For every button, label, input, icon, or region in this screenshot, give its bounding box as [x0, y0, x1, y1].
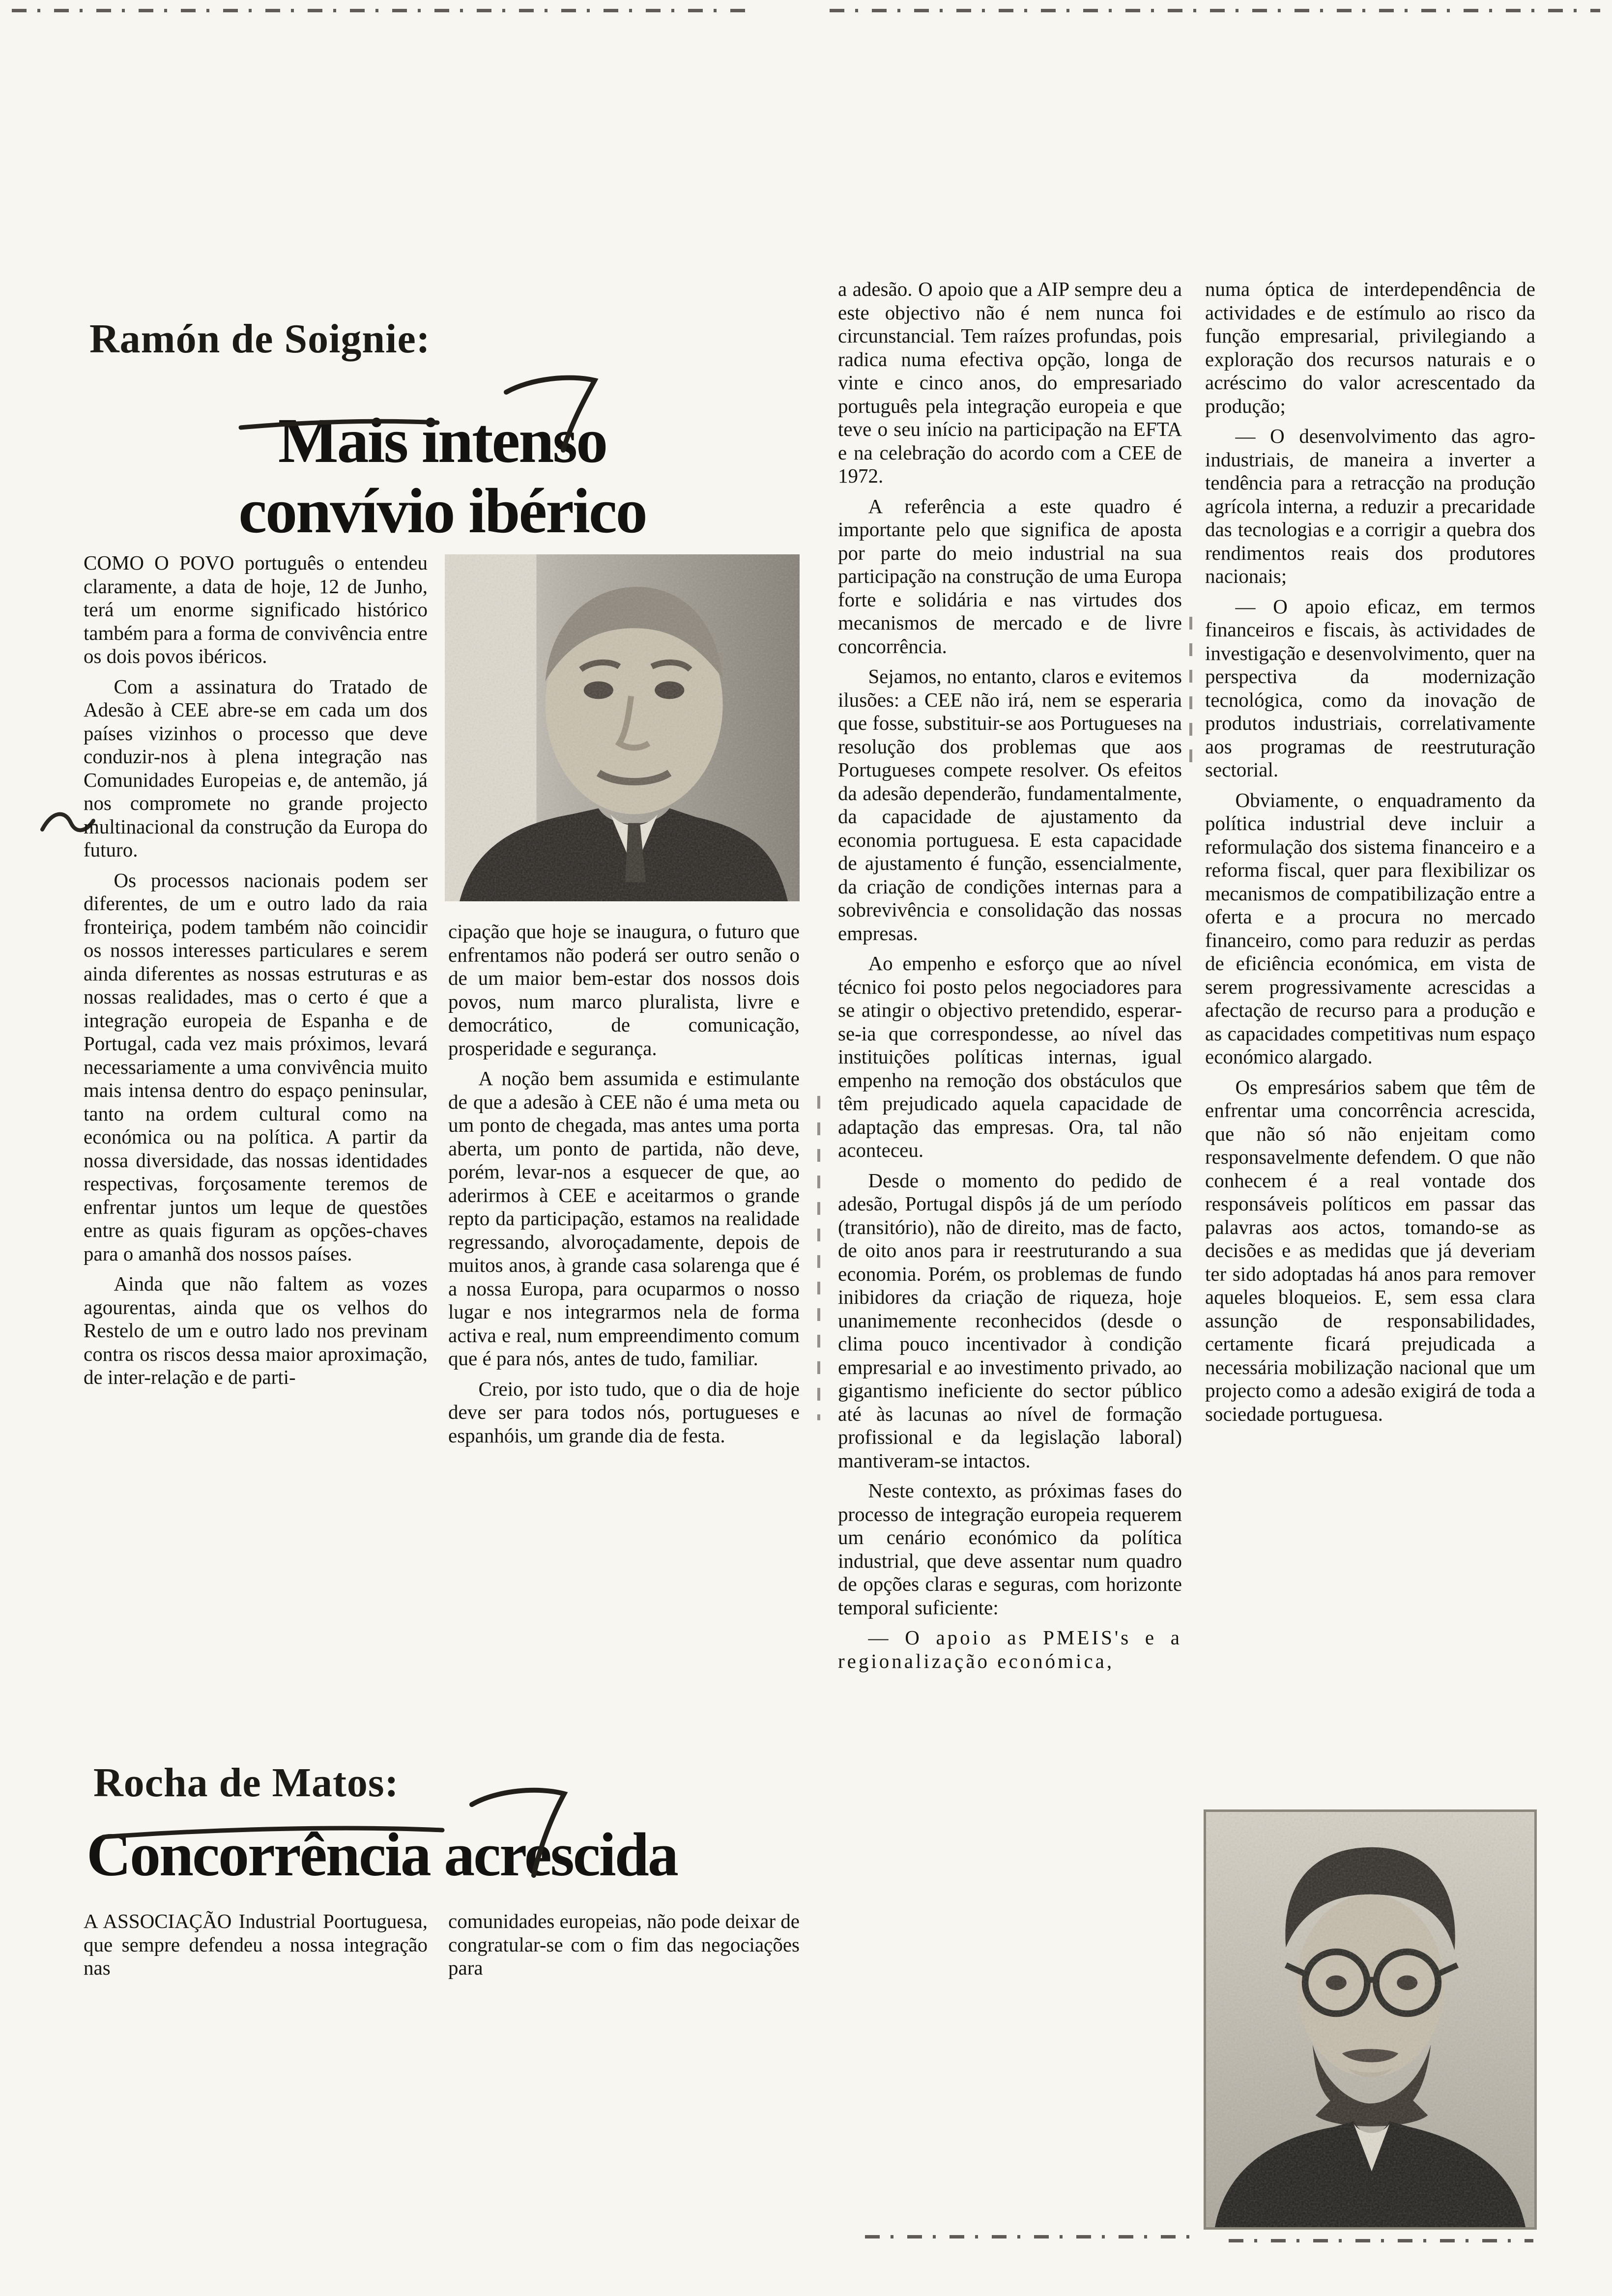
article2-byline: Rocha de Matos: — [93, 1760, 399, 1806]
column-divider-rule — [817, 1096, 820, 1420]
article2-headline: Concorrência acrescida — [86, 1821, 677, 1889]
paragraph: A noção bem assumida e estimulante de que a adesão à CEE não é uma meta ou um ponto de chegada, mas antes uma porta aberta, um ponto de partida, não deve, porém, levar-nos a esquecer de que, ao aderirmos à CEE e aceitarmos o grande repto da participação, estamos na realidade regressando, alvoroçadamente, depois de muitos anos, à grande casa solarenga que é a nossa Europa, para ocuparmos o nosso lugar e nos integrarmos nela de forma activa e real, num empreendimento comum que é para nós, antes de tudo, familiar. — [448, 1067, 800, 1370]
paragraph: Desde o momento do pedido de adesão, Portugal dispôs já de um período (transitório), não de direito, mas de facto, de oito anos para ir reestruturando a sua economia. Porém, os problemas de fundo inibidores da criação de riqueza, hoje unanimemente reconhecidos (desde o clima pouco incentivador à condição empresarial e ao investimento privado, ao gigantismo ineficiente do sector público até às lacunas ao nível de formação profissional e da legislação laboral) mantiveram-se intactos. — [838, 1169, 1182, 1472]
photo-rocha-de-matos — [1204, 1809, 1537, 2230]
column-divider-rule-2 — [1189, 617, 1192, 764]
top-rule-left — [12, 9, 754, 12]
paragraph: numa óptica de interdependência de actividades e de estímulo ao risco da função empresarial, privilegiando a exploração dos recursos naturais e o acréscimo do valor acrescentado da produção; — [1205, 278, 1535, 417]
paragraph: Neste contexto, as próximas fases do processo de integração europeia requerem um cenário económico da política industrial, que deve assentar num quadro de opções claras e seguras, com horizonte temporal suficiente: — [838, 1479, 1182, 1619]
paragraph: Os empresários sabem que têm de enfrentar uma concorrência acrescida, que não só não enjeitam como responsavelmente defendem. O que não conhecem é a real vontade dos responsáveis políticos em passar das palavras aos actos, tomando-se as decisões e as medidas que já deveriam ter sido adoptadas há anos para remover aqueles bloqueios. E, sem essa clara assunção de responsabilidades, certamente ficará prejudicada a necessária mobilização nacional que um projecto como a adesão exigirá de toda a sociedade portuguesa. — [1205, 1075, 1535, 1425]
paragraph: COMO O POVO português o entendeu claramente, a data de hoje, 12 de Junho, terá um enorme significado histórico também para a forma de convivência entre os dois povos ibéricos. — [84, 551, 428, 667]
paragraph: A referência a este quadro é importante pelo que significa de aposta por parte do meio industrial na sua participação na construção de uma Europa forte e solidária e nas virtudes dos mecanismos de mercado e de livre concorrência. — [838, 494, 1182, 658]
top-rule-right — [830, 9, 1600, 12]
article1-headline — [84, 406, 801, 546]
article2-col3 — [838, 278, 1182, 1680]
article1-headline-line2: convívio ibérico — [238, 476, 646, 546]
paragraph: Os processos nacionais podem ser diferentes, de um e outro lado da raia fronteiriça, podem também não coincidir os nossos interesses particulares e serem ainda diferentes as nossas estruturas e as nossas realidades, mas o certo é que a integração europeia de Espanha e de Portugal, cada vez mais próximos, levará necessariamente a uma convivência muito mais intensa dentro do espaço peninsular, tanto na ordem cultural como na económica ou na política. A partir da nossa diversidade, das nossas identidades respectivas, forçosamente teremos de enfrentar juntos um leque de questões entre as quais figuram as opções-chaves para o amanhã dos nossos países. — [84, 868, 428, 1265]
article1-headline-line1: Mais intenso — [278, 405, 607, 476]
paragraph: cipação que hoje se inaugura, o futuro que enfrentamos não poderá ser outro senão o de um maior bem-estar dos nossos dois povos, num marco pluralista, livre e democrático, de comunicação, prosperidade e segurança. — [448, 920, 800, 1060]
paragraph: Sejamos, no entanto, claros e evitemos ilusões: a CEE não irá, nem se esperaria que fosse, substituir-se aos Portugueses na resolução dos problemas que aos Portugueses compete resolver. Os efeitos da adesão dependerão, fundamentalmente, da capacidade de ajustamento da economia portuguesa. E esta capacidade de ajustamento é função, essencialmente, da criação de condições internas para a sobrevivência e consolidação das nossas empresas. — [838, 665, 1182, 945]
paragraph: — O apoio eficaz, em termos financeiros e fiscais, às actividades de investigação e desenvolvimento, quer na perspectiva da modernização tecnológica, como da inovação de produtos industriais, correlativamente aos programas de reestruturação sectorial. — [1205, 595, 1535, 781]
article1-byline: Ramón de Soignie: — [89, 316, 431, 362]
paragraph: — O desenvolvimento das agro-industriais, de maneira a inverter a tendência para a retracção na produção agrícola interna, a reduzir a precaridade das tecnologias e a corrigir a quebra dos rendimentos reais dos produtores nacionais; — [1205, 425, 1535, 587]
paragraph: comunidades europeias, não pode deixar de congratular-se com o fim das negociações para — [448, 1910, 800, 1979]
paragraph: a adesão. O apoio que a AIP sempre deu a este objectivo não é nem nunca foi circunstancial. Tem raízes profundas, pois radica numa efectiva opção, longa de vinte e cinco anos, do empresariado português pela integração europeia e que teve o seu início na participação na EFTA e na celebração do acordo com a CEE de 1972. — [838, 278, 1182, 487]
article2-col4 — [1205, 278, 1535, 1433]
article1-col2 — [448, 920, 800, 1454]
bottom-rule-left — [865, 2235, 1194, 2239]
article1-col1 — [84, 551, 428, 1396]
paragraph: Ao empenho e esforço que ao nível técnico foi posto pelos negociadores para se atingir o objectivo pretendido, esperar-se-ia que correspondesse, ao nível das instituições políticas internas, igual empenho na remoção dos obstáculos que têm prejudicado aquela capacidade de adaptação das empresas. Ora, tal não aconteceu. — [838, 952, 1182, 1161]
photo-ramon-de-soignie — [445, 554, 800, 901]
paragraph: Creio, por isto tudo, que o dia de hoje deve ser para todos nós, portugueses e espanhóis, um grande dia de festa. — [448, 1377, 800, 1447]
article2-intro-col1 — [84, 1910, 428, 1987]
bottom-rule-right — [1229, 2239, 1533, 2242]
paragraph: Ainda que não faltem as vozes agourentas, ainda que os velhos do Restelo de um e outro lado nos previnam contra os riscos dessa maior aproximação, de inter-relação e de parti- — [84, 1272, 428, 1388]
paragraph: — O apoio as PMEIS's e a regionalização económica, — [838, 1626, 1182, 1672]
paragraph: A ASSOCIAÇÃO Industrial Poortuguesa, que sempre defendeu a nossa integração nas — [84, 1910, 428, 1979]
paragraph: Com a assinatura do Tratado de Adesão à CEE abre-se em cada um dos países vizinhos o processo que deve conduzir-nos à plena integração nas Comunidades Europeias e, de antemão, já nos compromete no grande projecto multinacional da construção da Europa do futuro. — [84, 675, 428, 861]
article2-intro-col2 — [448, 1910, 800, 1987]
paragraph: Obviamente, o enquadramento da política industrial deve incluir a reformulação dos sistema financeiro e a reforma fiscal, quer para flexibilizar os mecanismos de compatibilização entre a oferta e a procura no mercado financeiro, como para reduzir as perdas de eficiência económica, em vista de serem progressivamente acrescidas a afectação de recurso para a produção e as capacidades competitivas num espaço económico alargado. — [1205, 788, 1535, 1068]
